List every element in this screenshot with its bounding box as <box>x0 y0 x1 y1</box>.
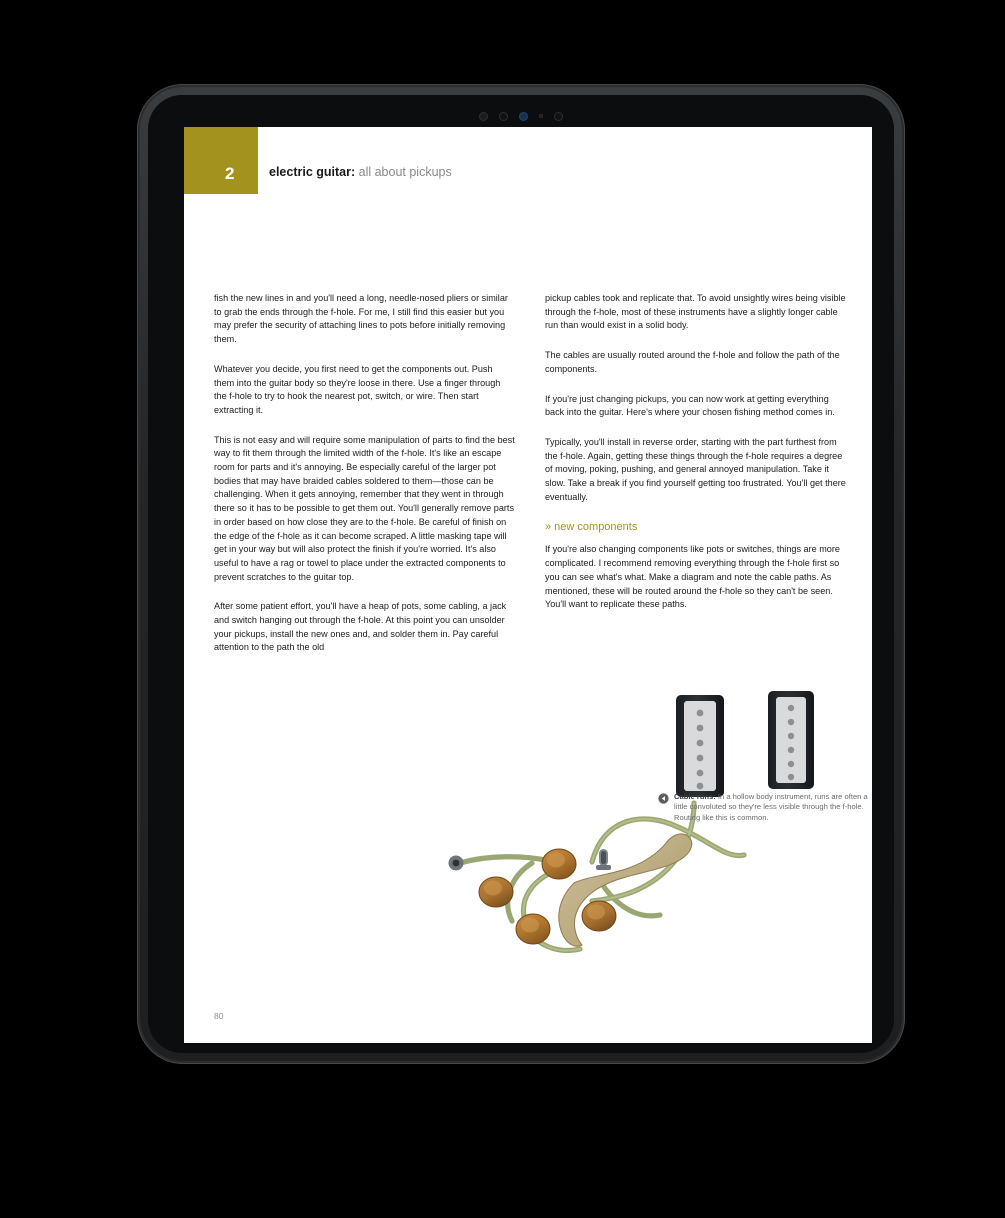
running-head-title: electric guitar: <box>269 165 356 179</box>
right-column <box>545 292 846 671</box>
body-columns <box>214 292 846 671</box>
status-light-icon <box>519 112 528 121</box>
tablet-device-frame <box>137 84 905 1064</box>
left-arrow-circle-icon <box>658 793 669 804</box>
f-hole <box>559 834 692 946</box>
humbucker-pickup-neck <box>676 695 724 797</box>
humbucker-pickup-bridge <box>768 691 814 789</box>
paragraph: If you're also changing components like pots or switches, things are more complicated. I recommend removing everything through the f-hole first so you can see what's what. Make a diagram and note the cable paths. As mentioned, these will be routed around the f-hole so they can't be seen. You'll want to replicate these paths. <box>545 544 840 610</box>
output-jack <box>449 856 464 871</box>
paragraph: The cables are usually routed around the f-hole and follow the path of the components. <box>545 350 840 374</box>
paragraph: Typically, you'll install in reverse order, starting with the part furthest from the f-hole. Again, getting these things through the f-hole requires a degree of moving, poking, pushing, and general annoyed manipulation. Take it slow. Take a break if you find yourself getting too frustrated. You'll get there eventually. <box>545 436 846 502</box>
micro-sensor-icon <box>539 114 543 118</box>
chapter-number: 2 <box>225 164 235 183</box>
potentiometer-4 <box>582 901 616 931</box>
chapter-tab <box>184 127 258 194</box>
camera-sensor-icon <box>479 112 488 121</box>
potentiometer-2 <box>479 877 513 907</box>
device-bezel <box>148 95 894 1053</box>
paragraph: pickup cables took and replicate that. To avoid unsightly wires being visible through the f-hole, most of these instruments have a slightly longer cable run than would exist in a solid body. <box>545 293 846 331</box>
paragraph: This is not easy and will require some manipulation of parts to find the best way to fit them through the limited width of the f-hole. It's like an escape room for parts and it's annoying. Be especially careful of the larger pot bodies that may have braided cables soldered to them—those can be challenging. When it gets annoying, remember that they went in through there so it has to be possible to get them out. You'll generally remove parts in order based on how close they are to the f-hole. Be careful of finish on the edge of the f-hole as it can become scraped. A little masking tape will get in your way but will also protect the finish if you're worried. It's also useful to have a rag or towel to place under the extracted components to prevent scratches to the guitar top. <box>214 434 515 582</box>
left-column <box>214 292 515 671</box>
section-subheading: » new components <box>545 521 638 534</box>
running-head-subtitle: all about pickups <box>355 165 452 179</box>
potentiometer-1 <box>542 849 576 879</box>
sensor-cluster <box>148 109 894 123</box>
running-head <box>269 165 452 179</box>
potentiometer-3 <box>516 914 550 944</box>
paragraph: Whatever you decide, you first need to get the components out. Push them into the guitar body so they're loose in there. Use a finger through the f-hole to try to hook the nearest pot, switch, or wire. Then start extracting it. <box>214 363 501 415</box>
caption-text: In a hollow body instrument, runs are often a little convoluted so they're less visible through the f-hole. Routing like this is common. <box>674 792 868 822</box>
switch <box>596 849 611 870</box>
tablet-screen[interactable] <box>184 127 872 1043</box>
paragraph: After some patient effort, you'll have a heap of pots, some cabling, a jack and switch hanging out through the f-hole. At this point you can unsolder your pickups, install the new ones and, and solder them in. Pay careful attention to the path the old <box>214 601 507 653</box>
paragraph: fish the new lines in and you'll need a long, needle-nosed pliers or similar to grab the ends through the f-hole. For me, I still find this easier but you may prefer the security of attaching lines to pots before initially removing them. <box>214 293 508 345</box>
page-number: 80 <box>214 1011 224 1021</box>
book-page <box>184 127 872 1043</box>
figure-caption <box>674 792 872 823</box>
caption-label: Cable runs: <box>674 792 716 801</box>
cable-routing-diagram <box>274 687 834 977</box>
camera-lens-secondary-icon <box>554 112 563 121</box>
paragraph: If you're just changing pickups, you can now work at getting everything back into the guitar. Here's where your chosen fishing method comes in. <box>545 393 835 418</box>
camera-lens-icon <box>499 112 508 121</box>
